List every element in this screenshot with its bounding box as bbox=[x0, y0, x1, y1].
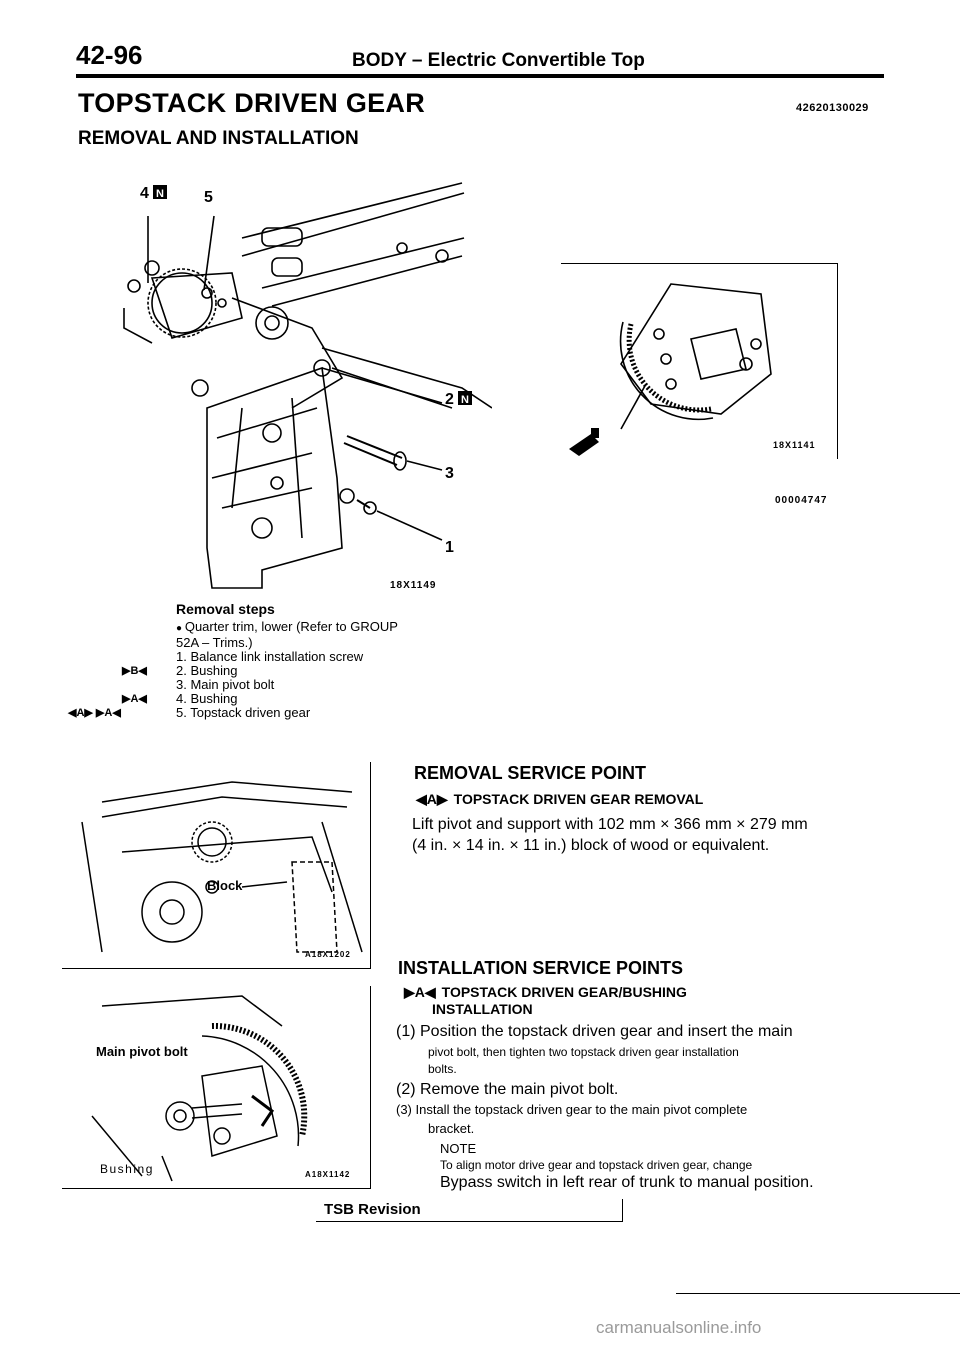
section-code: 42620130029 bbox=[796, 102, 869, 114]
removal-step-text: 1. Balance link installation screw bbox=[176, 649, 364, 664]
block-support-figure bbox=[62, 762, 371, 969]
block-support-drawing bbox=[62, 762, 370, 968]
removal-step-text: Quarter trim, lower (Refer to GROUP bbox=[184, 619, 398, 634]
callout-3: 3 bbox=[445, 465, 454, 482]
pivot-bolt-figure bbox=[62, 986, 371, 1189]
removal-text-line-1: Lift pivot and support with 102 mm × 366 mm × 279 mm bbox=[412, 816, 808, 833]
removal-steps-title: Removal steps bbox=[176, 601, 275, 617]
removal-step-item bbox=[68, 705, 398, 720]
removal-subheading-text: TOPSTACK DRIVEN GEAR REMOVAL bbox=[453, 791, 704, 807]
figure-code: A18X1142 bbox=[305, 1170, 351, 1179]
pivot-bolt-drawing bbox=[62, 986, 370, 1188]
main-pivot-bolt-label: Main pivot bolt bbox=[96, 1044, 188, 1059]
removal-step-item bbox=[176, 636, 398, 650]
note-label: NOTE bbox=[440, 1141, 477, 1156]
section-subtitle: REMOVAL AND INSTALLATION bbox=[78, 128, 359, 149]
exploded-view-figure bbox=[112, 178, 492, 596]
removal-step-text: 5. Topstack driven gear bbox=[176, 705, 311, 720]
header-rule bbox=[76, 74, 884, 78]
apply-grease-icon bbox=[569, 428, 599, 456]
service-point-mark: ▶B◀ bbox=[122, 665, 147, 677]
install-step-1-line-2: pivot bolt, then tighten two topstack driven gear installation bbox=[428, 1045, 739, 1059]
service-point-mark: ▶A◀ bbox=[122, 693, 147, 705]
bullet-icon: ● bbox=[176, 623, 185, 634]
gear-detail-figure bbox=[561, 263, 838, 459]
watermark: carmanualsonline.info bbox=[596, 1318, 762, 1337]
note-line-2: Bypass switch in left rear of trunk to manual position. bbox=[440, 1174, 814, 1191]
badge-n-letter: N bbox=[461, 394, 469, 406]
callout-1: 1 bbox=[445, 539, 454, 556]
installation-subheading-line-2: INSTALLATION bbox=[432, 1001, 533, 1017]
section-title: TOPSTACK DRIVEN GEAR bbox=[78, 88, 426, 118]
installation-subheading bbox=[404, 984, 687, 1001]
service-point-mark: ▶A◀ bbox=[404, 984, 436, 1000]
callout-4: 4 bbox=[140, 185, 149, 202]
removal-steps bbox=[68, 601, 398, 720]
install-step-3-line-1: (3) Install the topstack driven gear to the main pivot complete bbox=[396, 1102, 748, 1117]
tsb-revision-label: TSB Revision bbox=[324, 1201, 421, 1218]
installation-service-points-heading: INSTALLATION SERVICE POINTS bbox=[398, 958, 684, 978]
service-point-mark: ◀A▶ bbox=[416, 791, 448, 807]
removal-subheading bbox=[416, 791, 703, 808]
removal-step-item bbox=[176, 678, 398, 692]
removal-step-text: 3. Main pivot bolt bbox=[176, 677, 275, 692]
note-line-1: To align motor drive gear and topstack driven gear, change bbox=[440, 1158, 753, 1172]
install-step-1-line-3: bolts. bbox=[428, 1062, 457, 1076]
gear-figure-caption-code: 00004747 bbox=[775, 495, 828, 506]
removal-step-item bbox=[122, 663, 398, 678]
callout-2: 2 bbox=[445, 391, 454, 408]
block-label: Block bbox=[207, 878, 243, 893]
service-point-mark: ◀A▶ ▶A◀ bbox=[68, 707, 121, 719]
page-header-title: BODY – Electric Convertible Top bbox=[352, 50, 645, 71]
figure-code: 18X1141 bbox=[773, 440, 816, 450]
removal-text-line-2: (4 in. × 14 in. × 11 in.) block of wood or equivalent. bbox=[412, 837, 770, 854]
tsb-revision-box bbox=[316, 1199, 623, 1222]
figure-code: 18X1149 bbox=[390, 580, 437, 591]
removal-step-item bbox=[122, 691, 398, 706]
bushing-label: Bushing bbox=[100, 1162, 154, 1176]
removal-step-text: 4. Bushing bbox=[176, 691, 238, 706]
install-step-2: (2) Remove the main pivot bolt. bbox=[396, 1081, 619, 1098]
figure-code: A18X1202 bbox=[305, 950, 351, 959]
install-step-1-line-1: (1) Position the topstack driven gear and insert the main bbox=[396, 1023, 793, 1040]
exploded-view-drawing bbox=[112, 178, 492, 596]
callout-5: 5 bbox=[204, 189, 213, 206]
badge-n-letter: N bbox=[156, 188, 164, 200]
removal-step-item bbox=[176, 620, 398, 636]
removal-step-item bbox=[176, 650, 398, 664]
removal-step-text: 2. Bushing bbox=[176, 663, 238, 678]
removal-service-point-heading: REMOVAL SERVICE POINT bbox=[414, 763, 647, 783]
gear-detail-drawing bbox=[561, 264, 837, 459]
page-number: 42-96 bbox=[76, 40, 143, 70]
footer-rule bbox=[676, 1293, 960, 1294]
installation-subheading-text: TOPSTACK DRIVEN GEAR/BUSHING bbox=[441, 984, 687, 1000]
removal-step-text: 52A – Trims.) bbox=[176, 635, 253, 650]
install-step-3-line-2: bracket. bbox=[428, 1121, 475, 1136]
